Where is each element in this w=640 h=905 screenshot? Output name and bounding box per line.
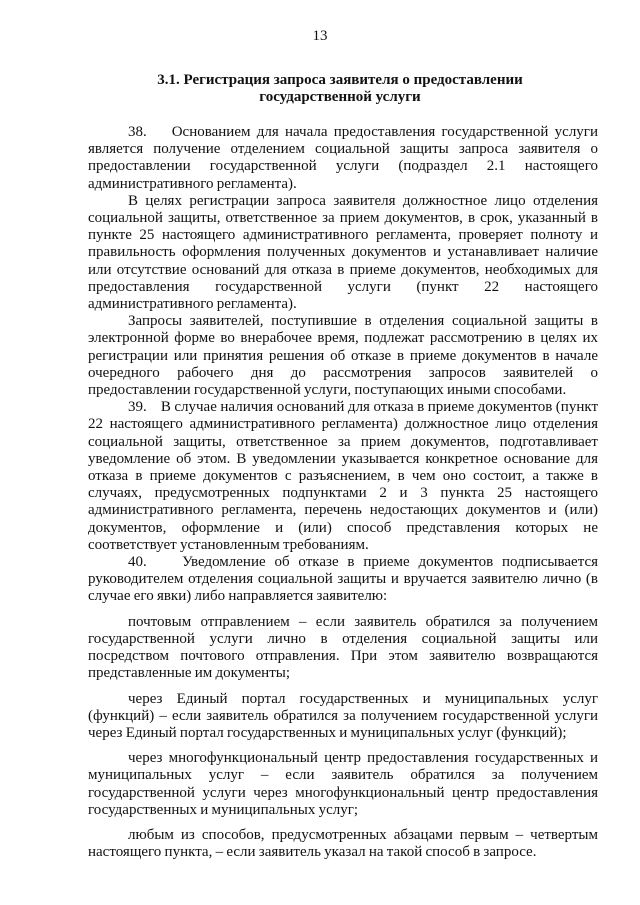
paragraph-mfc: через многофункциональный центр предоставления государственных и муниципальных услуг – если заявитель обратился за получением государственной услуги через многофункциональный центр предоставления государственных и муниципальных услуг; [88,750,598,818]
page-number: 13 [312,28,328,44]
section-title-line-2: государственной услуги [259,89,421,105]
document-body [88,124,598,861]
paragraph-any-method: любым из способов, предусмотренных абзацами первым – четвертым настоящего пункта, – если заявитель указал на такой способ в запросе. [88,826,598,861]
section-title [140,72,540,106]
paragraph-portal: через Единый портал государственных и муниципальных услуг (функций) – если заявитель обратился за получением государственной услуги через Единый портал государственных и муниципальных услуг (функций); [88,690,598,741]
section-title-line-1: 3.1. Регистрация запроса заявителя о предоставлении [157,72,523,88]
paragraph-39: 39. В случае наличия оснований для отказа в приеме документов (пункт 22 настоящего административного регламента) должностное лицо отделения социальной защиты, ответственное за прием документов, подготавливает уведомление об этом. В уведомлении указывается конкретное основание для отказа в приеме документов с разъяснением, в чем оно состоит, а также в случаях, предусмотренных подпунктами 2 и 3 пункта 25 настоящего административного регламента, перечень недостающих документов и (или) документов, оформление и (или) способ представления которых не соответствует установленным требованиям. [88,399,598,553]
paragraph-electronic-requests: Запросы заявителей, поступившие в отделения социальной защиты в электронной форме во внерабочее время, подлежат рассмотрению в целях их регистрации или принятия решения об отказе в приеме документов в начале очередного рабочего дня до рассмотрения запросов заявителей о предоставлении государственной услуги, поступающих иными способами. [88,313,598,399]
paragraph-40: 40. Уведомление об отказе в приеме документов подписывается руководителем отделения социальной защиты и вручается заявителю лично (в случае его явки) либо направляется заявителю: [88,554,598,605]
paragraph-38: 38. Основанием для начала предоставления государственной услуги является получение отделением социальной защиты запроса заявителя о предоставлении государственной услуги (подраздел 2.1 настоящего административного регламента). [88,124,598,192]
paragraph-registration: В целях регистрации запроса заявителя должностное лицо отделения социальной защиты, ответственное за прием документов, в срок, указанный в пункте 25 настоящего административного регламента, проверяет полноту и правильность оформления полученных документов и устанавливает наличие или отсутствие оснований для отказа в приеме документов, необходимых для предоставления государственной услуги (пункт 22 настоящего административного регламента). [88,192,598,313]
paragraph-postal: почтовым отправлением – если заявитель обратился за получением государственной услуги лично в отделения социальной защиты или посредством почтового отправления. При этом заявителю возвращаются представленные им документы; [88,613,598,682]
